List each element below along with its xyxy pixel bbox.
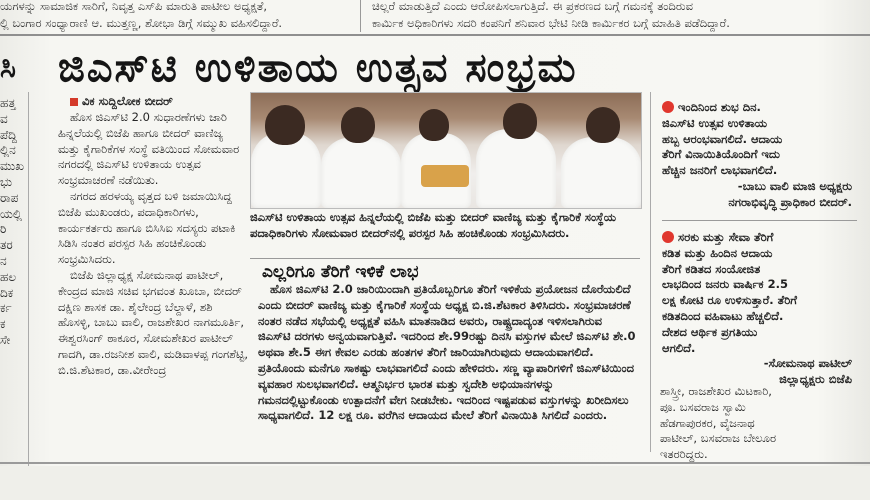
byline-marker-icon	[70, 98, 78, 106]
quote-attribution: -ಸೋಮನಾಥ ಪಾಟೀಲ್	[763, 356, 852, 371]
article-headline: ಜಿಎಸ್‌ಟಿ ಉಳಿತಾಯ ಉತ್ಸವ ಸಂಭ್ರಮ	[58, 45, 578, 91]
previous-articles-strip	[0, 0, 870, 32]
top-right-article	[372, 0, 870, 32]
quote-attribution-title: ಜಿಲ್ಲಾಧ್ಯಕ್ಷರು ಬಿಜೆಪಿ	[779, 372, 852, 387]
article-body	[58, 110, 248, 379]
red-dot-icon	[662, 231, 674, 243]
text-line: ರಾಪ	[0, 190, 19, 205]
quote-line: ದೇಶದ ಆರ್ಥಿಕ ಪ್ರಗತಿಯು	[662, 324, 758, 339]
sweets-box	[421, 165, 469, 187]
photo-figure	[341, 107, 375, 143]
text-line: ರಿ	[0, 222, 7, 237]
text-line: ಪೂ. ಬಸವರಾಜ ಸ್ವಾಮಿ	[660, 399, 746, 414]
photo-figure	[476, 129, 556, 208]
quote-line: ತೆರಿಗೆ ವಿನಾಯಿತಿಯೊಂದಿಗೆ ಇದು	[662, 147, 780, 162]
article-continuation	[660, 384, 855, 463]
text-line: ವ	[0, 111, 8, 126]
text-line: ಶಾಸ್ತ್ರೀ, ರಾಜಶೇಖರ ಮಿಟಕಾರಿ,	[660, 384, 772, 398]
text-line: ತರ	[0, 238, 13, 253]
photo-figure	[586, 107, 620, 143]
column-divider	[28, 92, 29, 467]
photo-figure	[419, 109, 449, 141]
section-divider	[0, 34, 870, 36]
quote-line	[662, 100, 852, 116]
sub-headline: ಎಲ್ಲರಿಗೂ ತೆರಿಗೆ ಇಳಿಕೆ ಲಾಭ	[262, 262, 419, 282]
section-divider	[250, 258, 640, 259]
quote-text: ಇಂದಿನಿಂದ ಶುಭ ದಿನ.	[678, 100, 761, 114]
sub-article-paragraph: ಹೊಸ ಜಿಎಸ್‌ಟಿ 2.0 ಜಾರಿಯಿಂದಾಗಿ ಪ್ರತಿಯೊಬ್ಬರಿಗೂ ತೆರಿಗೆ ಇಳಿಕೆಯ ಪ್ರಯೋಜನ ದೊರೆಯಲಿದೆ ಎಂದು ಬೀದರ್ ವಾಣಿಜ್ಯ ಮತ್ತು ಕೈಗಾರಿಕೆ ಸಂಸ್ಥೆಯ ಅಧ್ಯಕ್ಷ ಬಿ.ಜಿ.ಶೆಟಕಾರ ತಿಳಿಸಿದರು. ಸಂಭ್ರಮಾಚರಣೆ ನಂತರ ನಡೆದ ಸಭೆಯಲ್ಲಿ ಅಧ್ಯಕ್ಷತೆ ವಹಿಸಿ ಮಾತನಾಡಿದ ಅವರು, ರಾಷ್ಟ್ರದಾದ್ಯಂತ ಇಳಿಸಲಾಗಿರುವ ಜಿಎಸ್‌ಟಿ ದರಗಳು ಅನ್ವಯವಾಗುತ್ತಿವೆ. ಇದರಿಂದ ಶೇ.99ರಷ್ಟು ದಿನಸಿ ವಸ್ತುಗಳ ಮೇಲೆ ಜಿಎಸ್‌ಟಿ ಶೇ.0 ಅಥವಾ ಶೇ.5 ಈಗ ಕೇವಲ ಎರಡು ಹಂತಗಳ ತೆರಿಗೆ ಜಾರಿಯಾಗಿರುವುದು ಆದಾಯವಾಗಲಿದೆ. ಪ್ರತಿಯೊಂದು ಮನೆಗೂ ಸಾಕಷ್ಟು ಲಾಭವಾಗಲಿದೆ ಎಂದು ಹೇಳಿದರು. ಸಣ್ಣ ವ್ಯಾಪಾರಿಗಳಿಗೆ ಜಿಎಸ್‌ಟಿಯಿಂದ ವ್ಯವಹಾರ ಸುಲಭವಾಗಲಿದೆ. ಆತ್ಮನಿರ್ಭರ ಭಾರತ ಮತ್ತು ಸ್ವದೇಶಿ ಅಭಿಯಾನಗಳನ್ನು ಗಮನದಲ್ಲಿಟ್ಟುಕೊಂಡು ಉತ್ಪಾದನೆಗೆ ವೇಗ ನೀಡಬೇಕು. ಇದರಿಂದ ಇಷ್ಟಪಡುವ ವಸ್ತುಗಳನ್ನು ಖರೀದಿಸಲು ಸಾಧ್ಯವಾಗಲಿದೆ. 12 ಲಕ್ಷ ರೂ. ವರೆಗಿನ ಆದಾಯದ ಮೇಲೆ ತೆರಿಗೆ ವಿನಾಯಿತಿ ಸಿಗಲಿದೆ ಎಂದರು.	[258, 282, 636, 423]
adjacent-text	[0, 96, 24, 349]
text-line: ಕ	[0, 317, 6, 332]
quote-line: ಜಿಎಸ್‌ಟಿ ಉತ್ಸವ ಉಳಿತಾಯ	[662, 115, 768, 130]
quote-line: ಲಕ್ಷ ಕೋಟಿ ರೂ ಉಳಿಸುತ್ತಾರೆ. ತೆರಿಗೆ	[662, 293, 797, 308]
quote-attribution: -ಬಾಬು ವಾಲಿ ಮಾಜಿ ಅಧ್ಯಕ್ಷರು	[737, 178, 852, 193]
quote-line: ಕಡಿತ ಮತ್ತು ಹಿಂದಿನ ಆದಾಯ	[662, 245, 773, 260]
text-line: ಪಾಟೀಲ್, ಬಸವರಾಜ ಬೇಲೂರ	[660, 431, 777, 446]
byline-text: ವಿಕ ಸುದ್ದಿಲೋಕ ಬೀದರ್	[82, 94, 173, 108]
adjacent-headline: ಸಿ	[0, 50, 16, 85]
text-line: ಪೆದ್ದಿ	[0, 127, 18, 142]
text-line: ದಿಕ	[0, 285, 14, 300]
text-line: ಯಗಳನ್ನು ಸಾಮಾಜಿಕ ಸಾರಿಗೆ, ನಿವೃತ್ತ ಎಸ್‌ಪಿ ಮಾರುತಿ ಪಾಟೀಲ ಅಧ್ಯಕ್ಷತೆ,	[0, 0, 267, 13]
red-dot-icon	[662, 101, 674, 113]
quote-line: ತೆರಿಗೆ ಕಡಿತದ ಸಂಯೋಜಿತ	[662, 261, 761, 276]
photo-figure	[503, 103, 537, 139]
quote-line: ಹಬ್ಬ ಆರಂಭವಾಗಲಿದೆ. ಆದಾಯ	[662, 131, 783, 146]
column-divider	[650, 92, 651, 452]
quote-line: ಲಾಭದಿಂದ ಜನರು ವಾರ್ಷಿಕ 2.5	[662, 277, 788, 292]
text-line: ನ	[0, 253, 7, 268]
page-bottom-margin	[0, 466, 870, 500]
photo-figure	[265, 105, 305, 145]
top-left-article	[0, 0, 352, 32]
adjacent-column-clipped	[0, 40, 24, 480]
section-divider	[662, 220, 857, 221]
photo-figure	[561, 137, 641, 208]
text-line: ಮುಖ	[0, 159, 24, 174]
quote-line: ಕಡಿತದಿಂದ ವಹಿವಾಟು ಹೆಚ್ಚಲಿದೆ.	[662, 308, 784, 323]
text-line: ಸೇ	[0, 332, 11, 347]
byline	[70, 94, 173, 109]
column-divider	[360, 0, 361, 32]
text-line: ಯಲ್ಲಿ	[0, 206, 22, 221]
quote-attribution-title: ನಗರಾಭಿವೃದ್ಧಿ ಪ್ರಾಧಿಕಾರ ಬೀದರ್.	[728, 194, 852, 209]
quote-text: ಸರಕು ಮತ್ತು ಸೇವಾ ತೆರಿಗೆ	[678, 230, 774, 244]
text-line: ಲ್ಲಿ ಬಂಗಾರ ಸಂಧ್ಯಾರಾಣಿ ಆ. ಮುತ್ತಣ್ಣ, ಶೋಭಾ ಡಿಗ್ಗೆ ಸಮ್ಮುಖ ವಹಿಸಲಿದ್ದಾರೆ.	[0, 16, 283, 30]
quote-line	[662, 230, 852, 246]
quote-line: ಹೆಚ್ಚಿನ ಜನರಿಗೆ ಲಾಭವಾಗಲಿದೆ.	[662, 163, 778, 178]
text-line: ಹಲ	[0, 269, 17, 284]
news-photo	[250, 92, 642, 209]
sub-article-body	[258, 282, 638, 424]
quote-line: ಆಗಲಿದೆ.	[662, 340, 696, 355]
text-line: ಲ್ಲಿನ	[0, 143, 16, 158]
text-line: ಹತ್ತ	[0, 96, 16, 110]
text-line: ಹೆಡಗಾಪುರಕರ, ವೈಜನಾಥ	[660, 415, 755, 430]
article-paragraph: ನಗರದ ಹರಳಯ್ಯ ವೃತ್ತದ ಬಳಿ ಜಮಾಯಿಸಿದ್ದ ಬಿಜೆಪಿ ಮುಖಂಡರು, ಪದಾಧಿಕಾರಿಗಳು, ಕಾರ್ಯಕರ್ತರು ಹಾಗೂ ಬಿಸಿಸಿಐ ಸದಸ್ಯರು ಪಟಾಕಿ ಸಿಡಿಸಿ ನಂತರ ಪರಸ್ಪರ ಸಿಹಿ ಹಂಚಿಕೊಂಡು ಸಂಭ್ರಮಿಸಿದರು.	[58, 188, 236, 267]
quote-box-1	[662, 100, 852, 211]
text-line: ಇತರರಿದ್ದರು.	[660, 447, 708, 462]
text-line: ಕಾರ್ಮಿಕ ಅಧಿಕಾರಿಗಳು ಸದರಿ ಕಂಪನಿಗೆ ಶನಿವಾರ ಭೇಟಿ ನೀಡಿ ಕಾರ್ಮಿಕರ ಬಗ್ಗೆ ಮಾಹಿತಿ ಪಡೆದಿದ್ದಾರೆ.	[372, 16, 730, 30]
photo-caption: ಜಿಎಸ್‌ಟಿ ಉಳಿತಾಯ ಉತ್ಸವ ಹಿನ್ನಲೆಯಲ್ಲಿ ಬಿಜೆಪಿ ಮತ್ತು ಬೀದರ್ ವಾಣಿಜ್ಯ ಮತ್ತು ಕೈಗಾರಿಕೆ ಸಂಸ್ಥೆಯ ಪದಾಧಿಕಾರಿಗಳು ಸೋಮವಾರ ಬೀದರ್‌ನಲ್ಲಿ ಪರಸ್ಪರ ಸಿಹಿ ಹಂಚಿಕೊಂಡು ಸಂಭ್ರಮಿಸಿದರು.	[250, 210, 617, 240]
quote-box-2	[662, 230, 852, 388]
text-line: ಚಿಲ್ಲರೆ ಮಾಡುತ್ತಿದೆ ಎಂದು ಆರೋಪಿಸಲಾಗುತ್ತಿದೆ. ಈ ಪ್ರಕರಣದ ಬಗ್ಗೆ ಗಮನಕ್ಕೆ ತಂದಿರುವ	[372, 0, 693, 13]
section-divider	[0, 462, 870, 464]
photo-figure	[321, 137, 401, 208]
article-paragraph: ಹೊಸ ಜಿಎಸ್‌ಟಿ 2.0 ಸುಧಾರಣೆಗಳು ಜಾರಿ ಹಿನ್ನಲೆಯಲ್ಲಿ ಬಿಜೆಪಿ ಹಾಗೂ ಬೀದರ್ ವಾಣಿಜ್ಯ ಮತ್ತು ಕೈಗಾರಿಕೆಗಳ ಸಂಸ್ಥೆ ವತಿಯಿಂದ ಸೋಮವಾರ ನಗರದಲ್ಲಿ ಜಿಎಸ್‌ಟಿ ಉಳಿತಾಯ ಉತ್ಸವ ಸಂಭ್ರಮಾಚರಣೆ ನಡೆಯಿತು.	[58, 110, 240, 188]
text-line: ರ್ಕ	[0, 301, 12, 316]
text-line: ಭು	[0, 174, 13, 189]
article-paragraph: ಬಿಜೆಪಿ ಜಿಲ್ಲಾಧ್ಯಕ್ಷ ಸೋಮನಾಥ ಪಾಟೀಲ್, ಕೇಂದ್ರದ ಮಾಜಿ ಸಚಿವ ಭಗವಂತ ಖೂಬಾ, ಬೀದರ್ ದಕ್ಷಿಣ ಶಾಸಕ ಡಾ. ಶೈಲೇಂದ್ರ ಬೆಲ್ದಾಳೆ, ಶಶಿ ಹೊಸಳ್ಳಿ, ಬಾಬು ವಾಲಿ, ರಾಜಶೇಖರ ನಾಗಮೂರ್ತಿ, ಈಶ್ವರಸಿಂಗ್ ಠಾಕೂರ, ಸೋಮಶೇಖರ ಪಾಟೀಲ್ ಗಾದಗಿ, ಡಾ.ರಜನೀಶ ವಾಲಿ, ಮಡಿವಾಳಪ್ಪ ಗಂಗಶೆಟ್ಟಿ, ಬಿ.ಜಿ.ಶೆಟಕಾರ, ಡಾ.ವೀರೇಂದ್ರ	[58, 267, 248, 377]
